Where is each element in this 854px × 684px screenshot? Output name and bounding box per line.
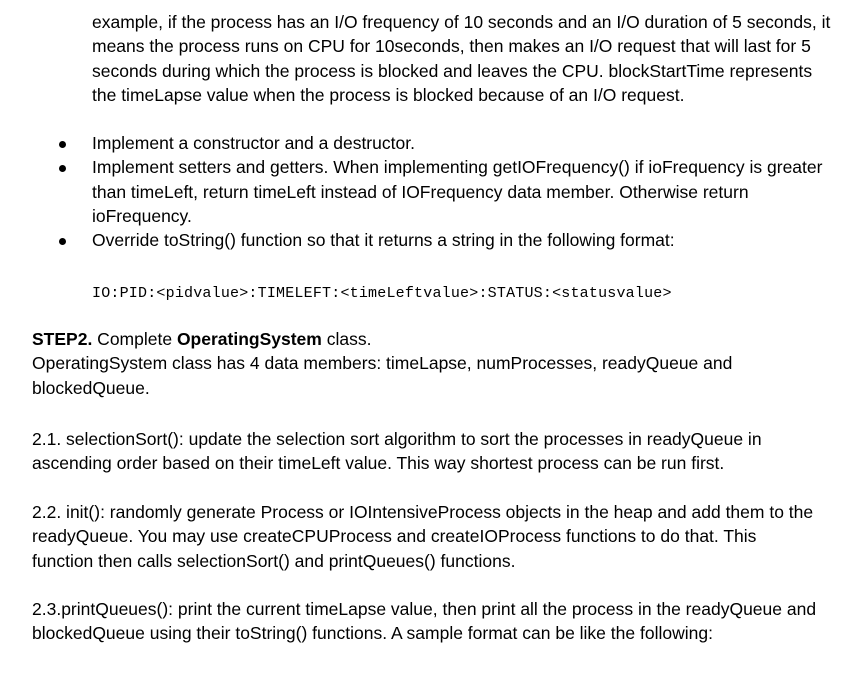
item-2-2: [32, 500, 822, 573]
item-text: 2.3.printQueues(): print the current timeLapse value, then print all the process in the readyQueue and blockedQueue using their toString() functions. A sample format can be like the following:: [32, 599, 817, 644]
item-text: 2.1. selectionSort(): update the selection sort algorithm to sort the processes in readyQueue in ascending order based on their timeLeft value. This way shortest process can be run first.: [32, 429, 762, 474]
step2-description: OperatingSystem class has 4 data members: timeLapse, numProcesses, readyQueue and blockedQueue.: [32, 353, 733, 398]
step2-class-name: OperatingSystem: [176, 329, 322, 349]
bullet-icon: [59, 238, 66, 245]
step2-post: class.: [321, 329, 372, 349]
code-format-line: IO:PID:<pidvalue>:TIMELEFT:<timeLeftvalue>:STATUS:<statusvalue>: [92, 285, 672, 302]
list-item: [0, 228, 832, 252]
continuation-paragraph: [92, 10, 832, 107]
step2-label: STEP2.: [32, 329, 93, 349]
list-item: [0, 155, 832, 228]
item-2-1: [32, 427, 822, 476]
list-item-text: Override toString() function so that it returns a string in the following format:: [92, 230, 675, 251]
step2-section: [32, 327, 822, 400]
bullet-icon: [59, 141, 66, 148]
list-item-text: Implement a constructor and a destructor.: [92, 133, 415, 153]
item-2-3: [32, 597, 822, 646]
requirements-list: [0, 131, 840, 252]
step2-pre: Complete: [92, 329, 177, 349]
list-item: [0, 131, 832, 155]
bullet-icon: [59, 165, 66, 172]
continuation-text: example, if the process has an I/O frequency of 10 seconds and an I/O duration of 5 seconds, it means the process runs on CPU for 10seconds, then makes an I/O request that will last for 5 seconds during which the process is blocked and leaves the CPU. blockStartTime represents the timeLapse value when the process is blocked because of an I/O request.: [92, 12, 831, 105]
step2-heading: [32, 327, 822, 351]
list-item-text: Implement setters and getters. When implementing getIOFrequency() if ioFrequency is greater than timeLeft, return timeLeft instead of IOFrequency data member. Otherwise return ioFrequency.: [92, 157, 823, 226]
item-text: 2.2. init(): randomly generate Process or IOIntensiveProcess objects in the heap and add them to the readyQueue. You may use createCPUProcess and createIOProcess functions to do that. This function then calls selectionSort() and printQueues() functions.: [32, 502, 814, 571]
